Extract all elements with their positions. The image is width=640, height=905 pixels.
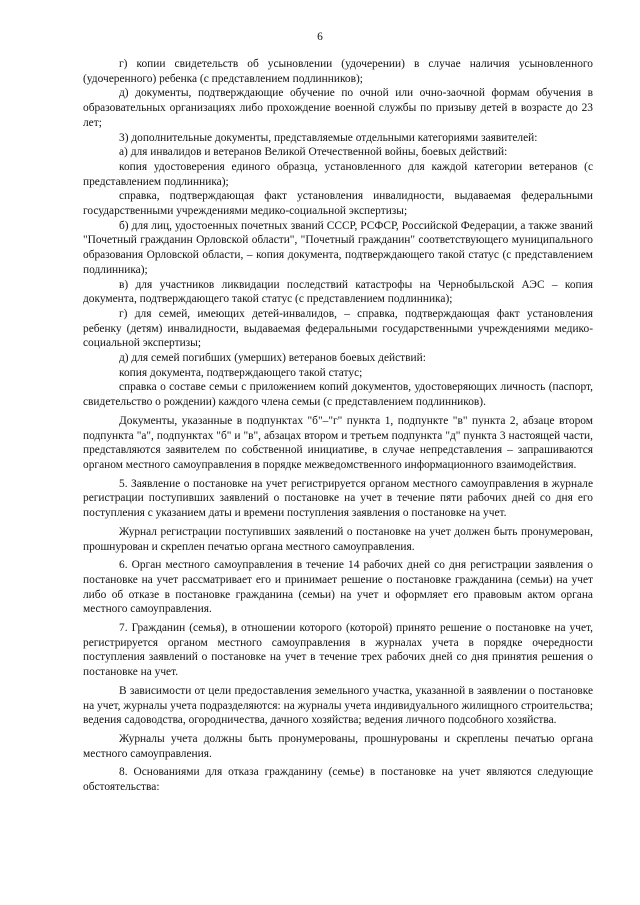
paragraph-copies-adoption: г) копии свидетельств об усыновлении (удочерении) в случае наличия усыновленного (удочеренного) ребенка (с представлением подлинников);: [83, 58, 593, 85]
paragraph-journal-registration: Журнал регистрации поступивших заявлений о постановке на учет должен быть пронумерован, прошнурован и скреплен печатью органа местного самоуправления.: [83, 525, 593, 553]
paragraph-item-7: 7. Гражданин (семья), в отношении которого (которой) принято решение о постановке на учет, регистрируется органом местного самоуправления в журналах учета в порядке очередности поступления заявлений о постановке на учет в течение трех рабочих дней со дня принятия решения о постановке на учет.: [83, 622, 593, 679]
paragraph-war-veterans: а) для инвалидов и ветеранов Великой Отечественной войны, боевых действий:: [119, 146, 508, 159]
paragraph-education-documents: д) документы, подтверждающие обучение по очной или очно-заочной формам обучения в образовательных организациях либо прохождение военной службы по призыву детей в возрасте до 23 лет;: [83, 87, 593, 129]
paragraph-status-copy: копия документа, подтверждающего такой статус;: [119, 366, 363, 379]
paragraph-journal-sealing: Журналы учета должны быть пронумерованы, прошнурованы и скреплены печатью органа местного самоуправления.: [83, 732, 593, 760]
paragraph-item-5: 5. Заявление о постановке на учет регистрируется органом местного самоуправления в журнале регистрации поступивших заявлений о постановке на учет в течение пяти рабочих дней со дня его поступления с указанием даты и времени поступления заявления о постановке на учет.: [83, 477, 593, 520]
paragraph-item-8: 8. Основаниями для отказа гражданину (семье) в постановке на учет являются следующие обстоятельства:: [83, 766, 593, 794]
paragraph-own-initiative: Документы, указанные в подпунктах "б"–"г" пункта 1, подпункте "в" пункта 2, абзаце втором подпункта "а", подпунктах "б" и "в", абзацах втором и третьем подпункта "д" пункта 3 настоящей части, представляются заявителем по собственной инициативе, в случае непредставления – запрашиваются органом местного самоуправления в порядке межведомственного информационного взаимодействия.: [83, 414, 593, 471]
paragraph-fallen-veterans: д) для семей погибших (умерших) ветеранов боевых действий:: [119, 352, 426, 365]
paragraph-veteran-certificate: копия удостоверения единого образца, установленного для каждой категории ветеранов (с представлением подлинника);: [83, 160, 593, 188]
paragraph-additional-documents: 3) дополнительные документы, представляемые отдельными категориями заявителей:: [119, 131, 538, 144]
page-number: 6: [317, 31, 323, 43]
paragraph-honorary-titles: б) для лиц, удостоенных почетных званий СССР, РСФСР, Российской Федерации, а также званий "Почетный гражданин Орловской области", "Почетный гражданин" соответствующего муниципального образования Орловской области, – копия документа, подтверждающего такой статус (с представлением подлинника);: [83, 219, 593, 276]
paragraph-item-6: 6. Орган местного самоуправления в течение 14 рабочих дней со дня регистрации заявления о постановке на учет рассматривает его и принимает решение о постановке гражданина (семьи) на учет либо об отказе в постановке гражданина (семьи) на учет и оформляет его правовым актом органа местного самоуправления.: [83, 559, 593, 616]
paragraph-journal-types: В зависимости от цели предоставления земельного участка, указанной в заявлении о постановке на учет, журналы учета подразделяются: на журналы учета индивидуального жилищного строительства; ведения садоводства, огородничества, дачного хозяйства; ведения личного подсобного хозяйства.: [83, 684, 593, 727]
document-body: [83, 57, 593, 795]
paragraph-disability-certificate: справка, подтверждающая факт установления инвалидности, выдаваемая федеральными государственными учреждениями медико-социальной экспертизы;: [83, 190, 593, 218]
paragraph-family-composition: справка о составе семьи с приложением копий документов, удостоверяющих личность (паспорт, свидетельство о рождении) каждого члена семьи (с представлением подлинников).: [83, 381, 593, 409]
paragraph-disabled-children: г) для семей, имеющих детей-инвалидов, – справка, подтверждающая факт установления ребенку (детям) инвалидности, выдаваемая федеральными государственными учреждениями медико-социальной экспертизы;: [83, 307, 593, 350]
paragraph-chernobyl: в) для участников ликвидации последствий катастрофы на Чернобыльской АЭС – копия документа, подтверждающего такой статус (с представлением подлинника);: [83, 278, 593, 306]
